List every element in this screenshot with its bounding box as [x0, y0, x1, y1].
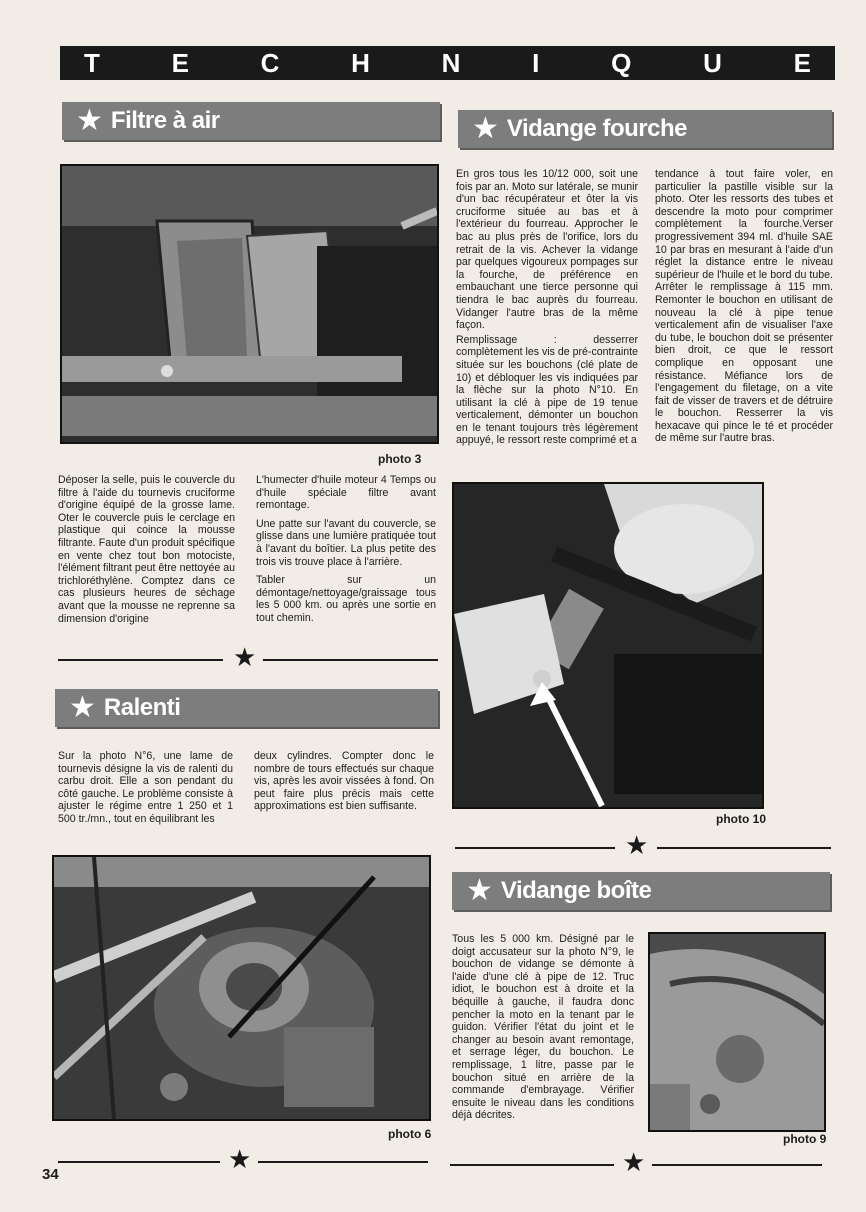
vidange-boite-column — [452, 933, 634, 1128]
section-title: Filtre à air — [110, 107, 220, 134]
header-letter: N — [441, 47, 461, 78]
header-letter: Q — [611, 47, 632, 78]
header-band — [60, 46, 835, 80]
photo-9-image — [650, 934, 824, 1130]
header-letter: U — [703, 47, 722, 78]
paragraph: En gros tous les 10/12 000, soit une fois par an. Moto sur latérale, se munir d'un bac récupérateur et ôter la vis cruciforme située au bas et à l'extérieur du fourreau. Approcher le bac au plus près de l'orifice, lors du retrait de la vis. Achever la vidange par quelques vigoureux pompages sur la fourche, de préférence en embauchant une tierce personne qui tiendra le bac auprès du fourreau. Vidanger l'autre bras de la même façon. — [456, 168, 638, 332]
paragraph: Sur la photo N°6, une lame de tournevis désigne la vis de ralenti du carbu droit. Elle a son pendant du côté gauche. Le problème consiste à ajuster le régime entre 1 250 et 1 500 tr./mn., tout en équilibrant les — [58, 750, 233, 825]
photo-caption: photo 9 — [783, 1132, 827, 1146]
header-letter: H — [351, 47, 370, 78]
paragraph: Déposer la selle, puis le couvercle du filtre à l'aide du tournevis cruciforme d'origine équipé de la grosse lame. Oter le couvercle puis le cerclage en plastique qui coince la mousse filtrante. Faute d'un produit spécifique en vente chez tout bon motociste, l'élément filtrant peut être nettoyée au trichloréthylène. Comptez dans ce cas plusieurs heures de séchage avant que la mousse ne reprenne sa dimension d'origine — [58, 474, 235, 625]
page-number: 34 — [42, 1166, 59, 1183]
photo-6 — [52, 855, 431, 1121]
section-banner-ralenti — [55, 689, 438, 727]
photo-caption: photo 6 — [388, 1127, 432, 1141]
filtre-air-column-2 — [256, 474, 436, 631]
photo-caption: photo 10 — [716, 812, 766, 826]
section-banner-vidange-boite — [452, 872, 830, 910]
section-title: Vidange fourche — [506, 115, 687, 142]
paragraph: deux cylindres. Compter donc le nombre de tours effectués sur chaque vis, après les avoir vissées à fond. On peut faire plus précis mais cette approximations est bien suffisante. — [254, 750, 434, 813]
section-separator — [58, 642, 438, 672]
filtre-air-column-1 — [58, 474, 235, 631]
section-separator — [58, 1144, 428, 1174]
header-letter: I — [532, 47, 540, 78]
star-icon: ★ — [472, 112, 499, 145]
star-icon: ★ — [466, 874, 493, 907]
paragraph: Une patte sur l'avant du couvercle, se glisse dans une lumière pratiquée tout à l'avant du boîtier. La plus petite des trois vis trouve place à l'arrière. — [256, 517, 436, 568]
vidange-fourche-column-1 — [456, 168, 638, 453]
photo-caption: photo 3 — [378, 452, 422, 466]
star-icon: ★ — [625, 830, 649, 860]
photo-10 — [452, 482, 764, 809]
photo-6-image — [54, 857, 429, 1119]
paragraph: L'humecter d'huile moteur 4 Temps ou d'huile spéciale filtre avant remontage. — [256, 474, 436, 512]
section-separator — [450, 1147, 822, 1177]
star-icon: ★ — [622, 1147, 646, 1177]
star-icon: ★ — [69, 691, 96, 724]
ralenti-column-1 — [58, 750, 233, 832]
star-icon: ★ — [233, 642, 257, 672]
paragraph: Tabler sur un démontage/nettoyage/graissage tous les 5 000 km. ou après une sortie en tout chemin. — [256, 574, 436, 624]
photo-9 — [648, 932, 826, 1132]
paragraph: Remplissage : desserrer complètement les vis de pré-contrainte située sur les bouchons (clé plate de 10) et débloquer les vis indiquées par la flèche sur la photo N°10. En utilisant la clé à pipe de 19 tenue verticalement, démonter un bouchon en le tenant toujours très légèrement appuyé, le ressort reste comprimé et a — [456, 333, 638, 447]
star-icon: ★ — [228, 1144, 252, 1174]
section-banner-vidange-fourche — [458, 110, 832, 148]
photo-3 — [60, 164, 439, 444]
header-letter: C — [260, 47, 280, 78]
vidange-fourche-column-2 — [655, 168, 833, 451]
header-letter: T — [84, 47, 100, 78]
section-title: Ralenti — [103, 694, 181, 721]
photo-3-image — [62, 166, 437, 442]
star-icon: ★ — [76, 104, 103, 137]
ralenti-column-2 — [254, 750, 434, 819]
section-banner-filtre-air — [62, 102, 440, 140]
section-separator — [455, 830, 831, 860]
header-letter: E — [171, 47, 189, 78]
paragraph: tendance à tout faire voler, en particulier la pastille visible sur la photo. Oter les ressorts des tubes et descendre la moto pour comprimer complètement la fourche.Verser progressivement 394 ml. d'huile SAE 10 par bras en mesurant à l'aide d'un réglet la distance entre le niveau supérieur de l'huile et le bord du tube. Arrêter le remplissage à 115 mm. Remonter le bouchon en utilisant de nouveau la clé à pipe tenue verticalement afin de visualiser l'axe du tube, le bouchon doit se présenter bien droit, ce que le ressort complique en opposant une résistance. Méfiance lors de l'engagement du filetage, on a vite fait de visser de travers et de détruire le bouchon. Resserrer la vis hexacave qui pince le té et procéder de même sur l'autre bras. — [655, 168, 833, 445]
header-title — [60, 46, 835, 80]
header-letter: E — [793, 47, 811, 78]
photo-10-image — [454, 484, 762, 807]
paragraph: Tous les 5 000 km. Désigné par le doigt accusateur sur la photo N°9, le bouchon de vidange se démonte à l'aide d'une clé à pipe de 12. Truc idiot, le bouchon est à droite et la béquille à gauche, il faudra donc pencher la moto en la tenant par le guidon. Vérifier l'état du joint et le changer au besoin avant remontage, et serrage léger, du bouchon. Le remplissage, 1 litre, passe par le bouchon situé en arrière de la commande d'embrayage. Vérifier ensuite le niveau dans les conditions déjà décrites. — [452, 933, 634, 1122]
section-title: Vidange boîte — [500, 877, 652, 904]
